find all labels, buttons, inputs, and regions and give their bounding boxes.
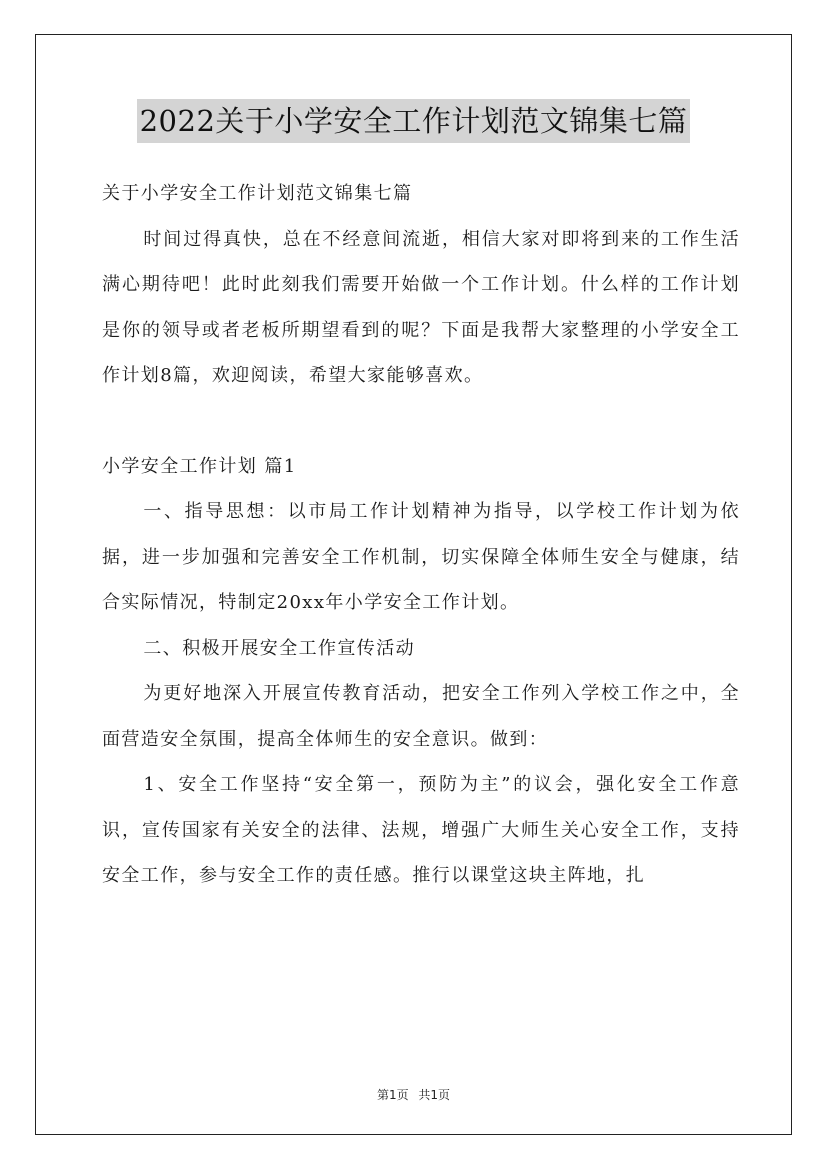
body-paragraph: 为更好地深入开展宣传教育活动，把安全工作列入学校工作之中，全面营造安全氛围，提高全体师生的安全意识。做到： [102, 683, 740, 750]
body-paragraph: 一、指导思想：以市局工作计划精神为指导，以学校工作计划为依据，进一步加强和完善安全工作机制，切实保障全体师生安全与健康，结合实际情况，特制定20xx年小学安全工作计划。 [102, 501, 740, 613]
page-total: 共1页 [418, 1088, 451, 1102]
document-body [102, 171, 740, 899]
intro-paragraph: 时间过得真快，总在不经意间流逝，相信大家对即将到来的工作生活满心期待吧！此时此刻我们需要开始做一个工作计划。什么样的工作计划是你的领导或者老板所期望看到的呢？下面是我帮大家整理的小学安全工作计划8篇，欢迎阅读，希望大家能够喜欢。 [102, 228, 740, 386]
body-paragraph: 二、积极开展安全工作宣传活动 [143, 637, 415, 659]
document-title: 2022关于小学安全工作计划范文锦集七篇 [137, 99, 691, 143]
title-container [0, 99, 827, 143]
body-paragraph: 1、安全工作坚持“安全第一，预防为主”的议会，强化安全工作意识，宣传国家有关安全的法律、法规，增强广大师生关心安全工作，支持安全工作，参与安全工作的责任感。推行以课堂这块主阵地，扎 [102, 774, 740, 886]
page-number: 第1页 [376, 1088, 409, 1102]
section-heading: 小学安全工作计划 篇1 [102, 455, 297, 477]
page-footer [0, 1086, 827, 1103]
document-subtitle: 关于小学安全工作计划范文锦集七篇 [102, 183, 413, 204]
